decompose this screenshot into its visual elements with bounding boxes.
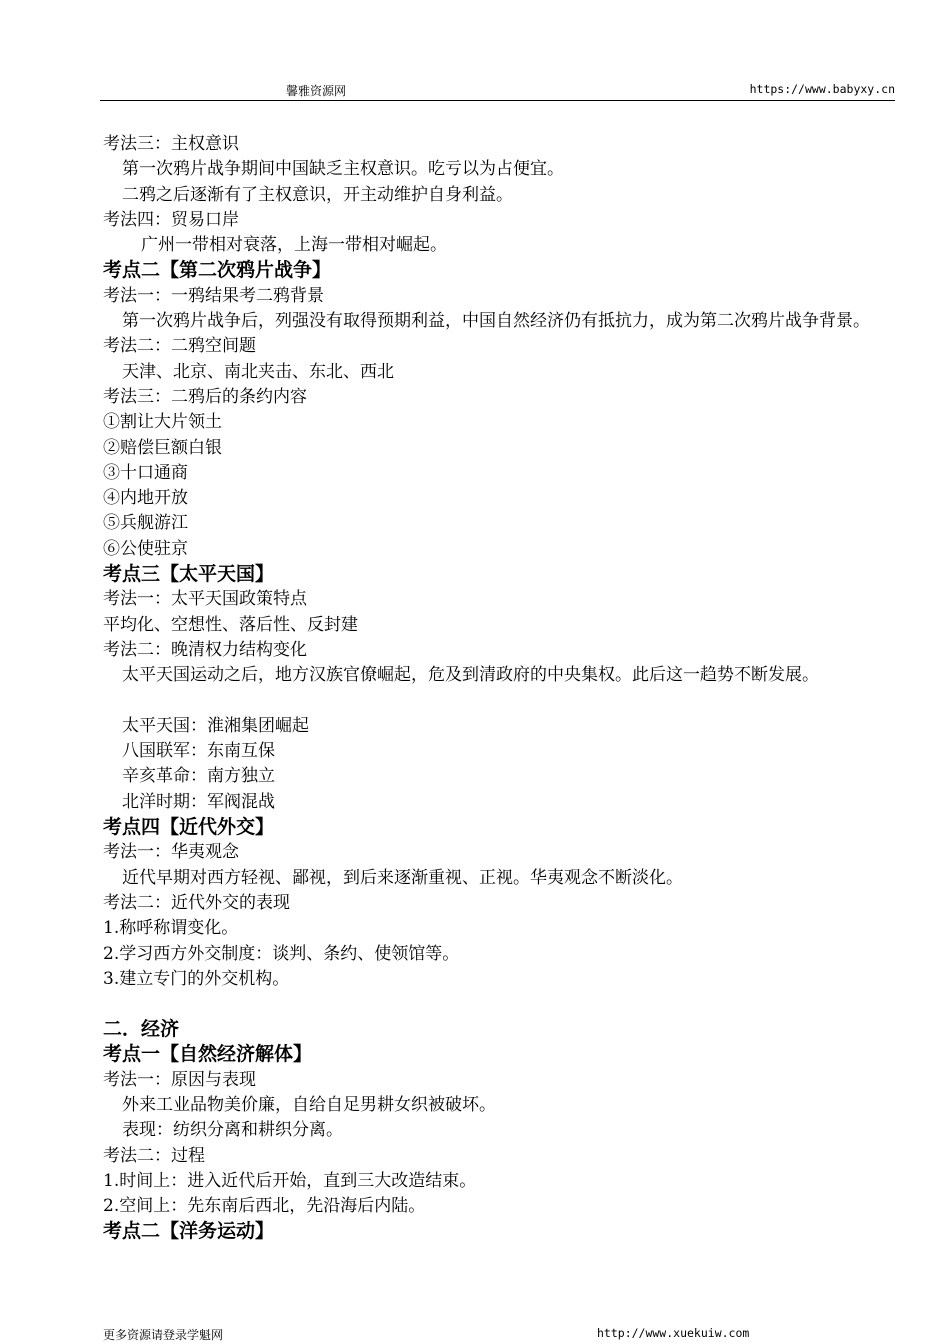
text-line: ②赔偿巨额白银 <box>103 437 222 458</box>
text-line: 考法一：太平天国政策特点 <box>103 589 307 610</box>
text-line: 北洋时期：军阀混战 <box>122 791 275 812</box>
topic-heading: 考点三【太平天国】 <box>103 563 275 586</box>
text-line: 考法四：贸易口岸 <box>103 209 239 230</box>
footer-text: 更多资源请登录学魁网 <box>103 1328 224 1342</box>
text-line: ③十口通商 <box>103 462 188 483</box>
text-line: 考法二：二鸦空间题 <box>103 336 256 357</box>
section-title: 二．经济 <box>103 1018 180 1041</box>
text-line: 第一次鸦片战争后，列强没有取得预期利益，中国自然经济仍有抵抗力，成为第二次鸦片战争背景。 <box>122 311 870 332</box>
text-line: 1.时间上：进入近代后开始，直到三大改造结束。 <box>103 1170 477 1191</box>
text-line: 2.学习西方外交制度：谈判、条约、使领馆等。 <box>103 943 460 964</box>
text-line: 2.空间上：先东南后西北，先沿海后内陆。 <box>103 1196 426 1217</box>
text-line: 平均化、空想性、落后性、反封建 <box>103 614 358 635</box>
page-header <box>100 80 895 101</box>
text-line: 考法二：过程 <box>103 1145 205 1166</box>
text-line: 第一次鸦片战争期间中国缺乏主权意识。吃亏以为占便宜。 <box>122 159 564 180</box>
text-line: 考法一：一鸦结果考二鸦背景 <box>103 285 324 306</box>
text-line: 天津、北京、南北夹击、东北、西北 <box>122 361 394 382</box>
text-line: 1.称呼称谓变化。 <box>103 918 239 939</box>
text-line: 考法二：晚清权力结构变化 <box>103 639 307 660</box>
text-line: 表现：纺织分离和耕织分离。 <box>122 1120 343 1141</box>
text-line: 近代早期对西方轻视、鄙视，到后来逐渐重视、正视。华夷观念不断淡化。 <box>122 867 683 888</box>
text-line: ⑤兵舰游江 <box>103 513 188 534</box>
text-line: 3.建立专门的外交机构。 <box>103 968 290 989</box>
text-line: ①割让大片领土 <box>103 412 222 433</box>
header-site-name: 馨雅资源网 <box>286 84 347 98</box>
topic-heading: 考点二【第二次鸦片战争】 <box>103 259 332 282</box>
text-line: 考法一：华夷观念 <box>103 842 239 863</box>
topic-heading: 考点一【自然经济解体】 <box>103 1043 313 1066</box>
text-line: 考法二：近代外交的表现 <box>103 892 290 913</box>
text-line: ④内地开放 <box>103 488 188 509</box>
topic-heading: 考点四【近代外交】 <box>103 816 275 839</box>
text-line: 八国联军：东南互保 <box>122 741 275 762</box>
text-line: 太平天国运动之后，地方汉族官僚崛起，危及到清政府的中央集权。此后这一趋势不断发展。 <box>122 665 819 686</box>
text-line: 广州一带相对衰落，上海一带相对崛起。 <box>141 235 447 256</box>
text-line: 二鸦之后逐渐有了主权意识，开主动维护自身利益。 <box>122 184 513 205</box>
topic-heading: 考点二【洋务运动】 <box>103 1220 275 1243</box>
text-line: 考法三：主权意识 <box>103 134 239 154</box>
blank-line <box>103 689 903 714</box>
text-line: 考法三：二鸦后的条约内容 <box>103 386 307 407</box>
footer-url: http://www.xuekuiw.com <box>597 1326 750 1340</box>
text-line: 太平天国：淮湘集团崛起 <box>122 715 309 736</box>
document-body <box>103 132 903 1245</box>
header-url: https://www.babyxy.cn <box>749 82 895 96</box>
text-line: 辛亥革命：南方独立 <box>122 766 275 787</box>
text-line: ⑥公使驻京 <box>103 538 188 559</box>
text-line: 考法一：原因与表现 <box>103 1069 256 1090</box>
text-line: 外来工业品物美价廉，自给自足男耕女织被破坏。 <box>122 1094 496 1115</box>
